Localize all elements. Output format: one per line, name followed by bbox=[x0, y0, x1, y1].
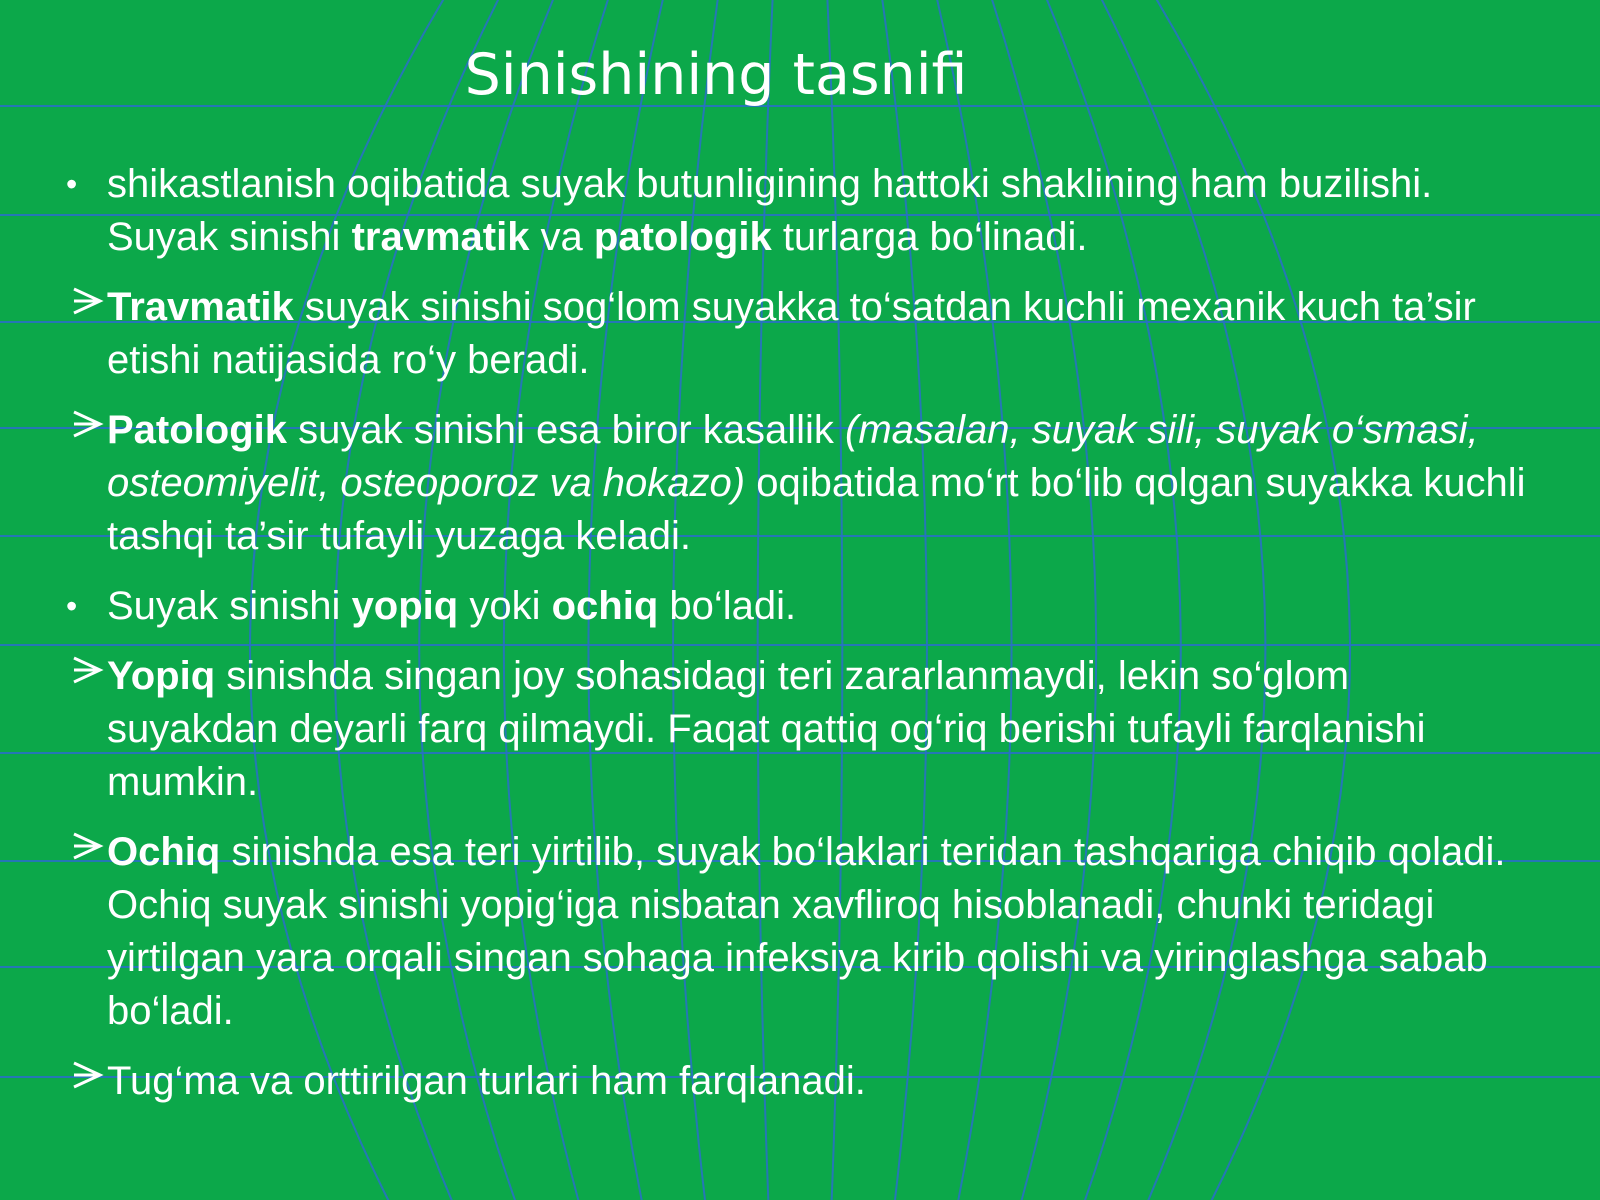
slide-title: Sinishining tasnifi bbox=[464, 42, 968, 108]
arrow-bullet-icon bbox=[70, 650, 106, 690]
item-text: Tug‘ma va orttirilgan turlari ham farqlanadi. bbox=[107, 1059, 866, 1103]
list-item bbox=[66, 158, 1530, 264]
bold-term: travmatik bbox=[351, 215, 530, 259]
bullet-dot-icon: • bbox=[66, 166, 78, 202]
bold-term: Yopiq bbox=[107, 654, 216, 698]
arrow-bullet-icon bbox=[70, 826, 106, 866]
item-text: sinishda singan joy sohasidagi teri zararlanmaydi, lekin so‘glom suyakdan deyarli farq qilmaydi. Faqat qattiq og‘riq berishi tufayli farqlanishi mumkin. bbox=[107, 654, 1426, 804]
bold-term: Travmatik bbox=[107, 285, 294, 329]
arrow-bullet-icon bbox=[70, 404, 106, 444]
bold-term: Patologik bbox=[107, 408, 288, 452]
item-text: yoki bbox=[458, 584, 552, 628]
arrow-bullet-icon bbox=[70, 281, 106, 321]
list-item bbox=[70, 650, 1530, 809]
item-text: shikastlanish oqibatida suyak butunligining hattoki shaklining ham buzilishi. Suyak sinishi bbox=[107, 162, 1433, 259]
list-item bbox=[70, 404, 1530, 563]
italic-examples: (masalan, suyak sili, suyak o‘smasi, osteomiyelit, osteoporoz va hokazo) bbox=[107, 408, 1479, 505]
arrow-bullet-icon bbox=[70, 1055, 106, 1095]
item-text: va bbox=[529, 215, 594, 259]
list-item bbox=[66, 580, 1530, 633]
item-text: bo‘ladi. bbox=[658, 584, 797, 628]
list-item bbox=[70, 1055, 1530, 1108]
bold-term: yopiq bbox=[351, 584, 459, 628]
item-text: sinishda esa teri yirtilib, suyak bo‘laklari teridan tashqariga chiqib qoladi. Ochiq suyak sinishi yopig‘iga nisbatan xavfliroq hisoblanadi, chunki teridagi yirtilgan yara orqali singan sohaga infeksiya kirib qolishi va yiringlashga sabab bo‘ladi. bbox=[107, 830, 1506, 1033]
bullet-dot-icon: • bbox=[66, 588, 78, 624]
item-text: oqibatida mo‘rt bo‘lib qolgan suyakka kuchli tashqi ta’sir tufayli yuzaga keladi. bbox=[107, 461, 1526, 558]
slide-body bbox=[66, 158, 1530, 1125]
bold-term: patologik bbox=[593, 215, 772, 259]
item-text: suyak sinishi esa biror kasallik bbox=[287, 408, 846, 452]
item-text: Suyak sinishi bbox=[107, 584, 352, 628]
bold-term: ochiq bbox=[551, 584, 659, 628]
item-text: suyak sinishi sog‘lom suyakka to‘satdan kuchli mexanik kuch ta’sir etishi natijasida ro‘y beradi. bbox=[107, 285, 1476, 382]
list-item bbox=[70, 826, 1530, 1038]
list-item bbox=[70, 281, 1530, 387]
bold-term: Ochiq bbox=[107, 830, 221, 874]
item-text: turlarga bo‘linadi. bbox=[771, 215, 1088, 259]
